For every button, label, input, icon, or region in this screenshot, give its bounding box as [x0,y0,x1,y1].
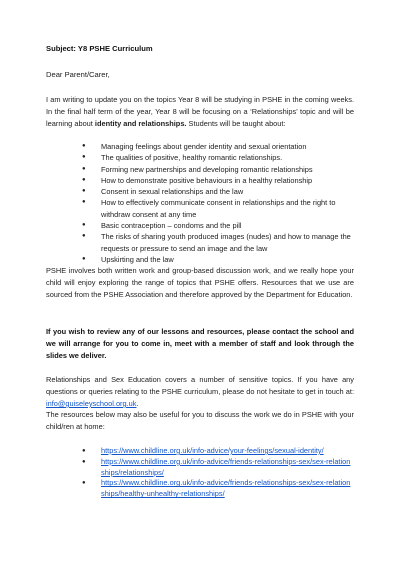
pshe-paragraph: PSHE involves both written work and group-based discussion work, and we really hope your child will enjoy exploring the range of topics that PSHE offers. Resources that we use are sourced from the PSHE Association and therefore approved by the Department for Education. [46,266,354,299]
list-item: ● The risks of sharing youth produced images (nudes) and how to manage the requests or pressure to send an image and the law [82,231,354,254]
list-item: ● Forming new partnerships and developing romantic relationships [82,164,354,175]
rse-text: Relationships and Sex Education covers a number of sensitive topics. If you have any questions or queries relating to the PSHE curriculum, please do not hesitate to get in touch at: [46,375,354,396]
rse-text-end: . [136,399,139,408]
rse-paragraph [46,374,354,410]
resources-intro: The resources below may also be useful for you to discuss the work we do in PSHE with your child/ren at home: [46,410,354,431]
resource-links-list [82,446,354,500]
intro-text-end: Students will be taught about: [186,119,286,128]
intro-text: I am writing to update you on the topics Year 8 will be studying in PSHE in the coming weeks. In the final half term of the year, Year 8 will be focusing on a ‘Relationships’ topic and will be learning about [46,95,354,128]
list-item: ● Consent in sexual relationships and the law [82,186,354,197]
list-item: ● How to effectively communicate consent in relationships and the right to withdraw consent at any time [82,197,354,220]
list-item: ● Managing feelings about gender identity and sexual orientation [82,141,354,152]
list-item: ● Basic contraception – condoms and the pill [82,220,354,231]
review-paragraph: If you wish to review any of our lessons and resources, please contact the school and we will arrange for you to come in, meet with a member of staff and look through the slides we deliver. [46,327,354,360]
topics-list [82,141,354,265]
resource-link[interactable]: https://www.childline.org.uk/info-advice/your-feelings/sexual-identity/ [101,446,324,455]
intro-bold-text: identity and relationships. [94,119,187,128]
list-item [82,478,354,500]
email-link[interactable]: info@guiseleyschool.org.uk [46,399,137,408]
list-item [82,446,354,457]
subject-line: Subject: Y8 PSHE Curriculum [46,44,153,53]
list-item: ● The qualities of positive, healthy romantic relationships. [82,152,354,163]
resource-link[interactable]: https://www.childline.org.uk/info-advice/friends-relationships-sex/sex-relationships/healthy-unhealthy-relationships/ [101,478,351,499]
greeting: Dear Parent/Carer, [46,70,110,79]
list-item: ● How to demonstrate positive behaviours in a healthy relationship [82,175,354,186]
list-item [82,457,354,479]
list-item: ● Upskirting and the law [82,254,354,265]
resource-link[interactable]: https://www.childline.org.uk/info-advice/friends-relationships-sex/sex-relationships/relationships/ [101,456,351,477]
intro-paragraph [46,94,354,130]
